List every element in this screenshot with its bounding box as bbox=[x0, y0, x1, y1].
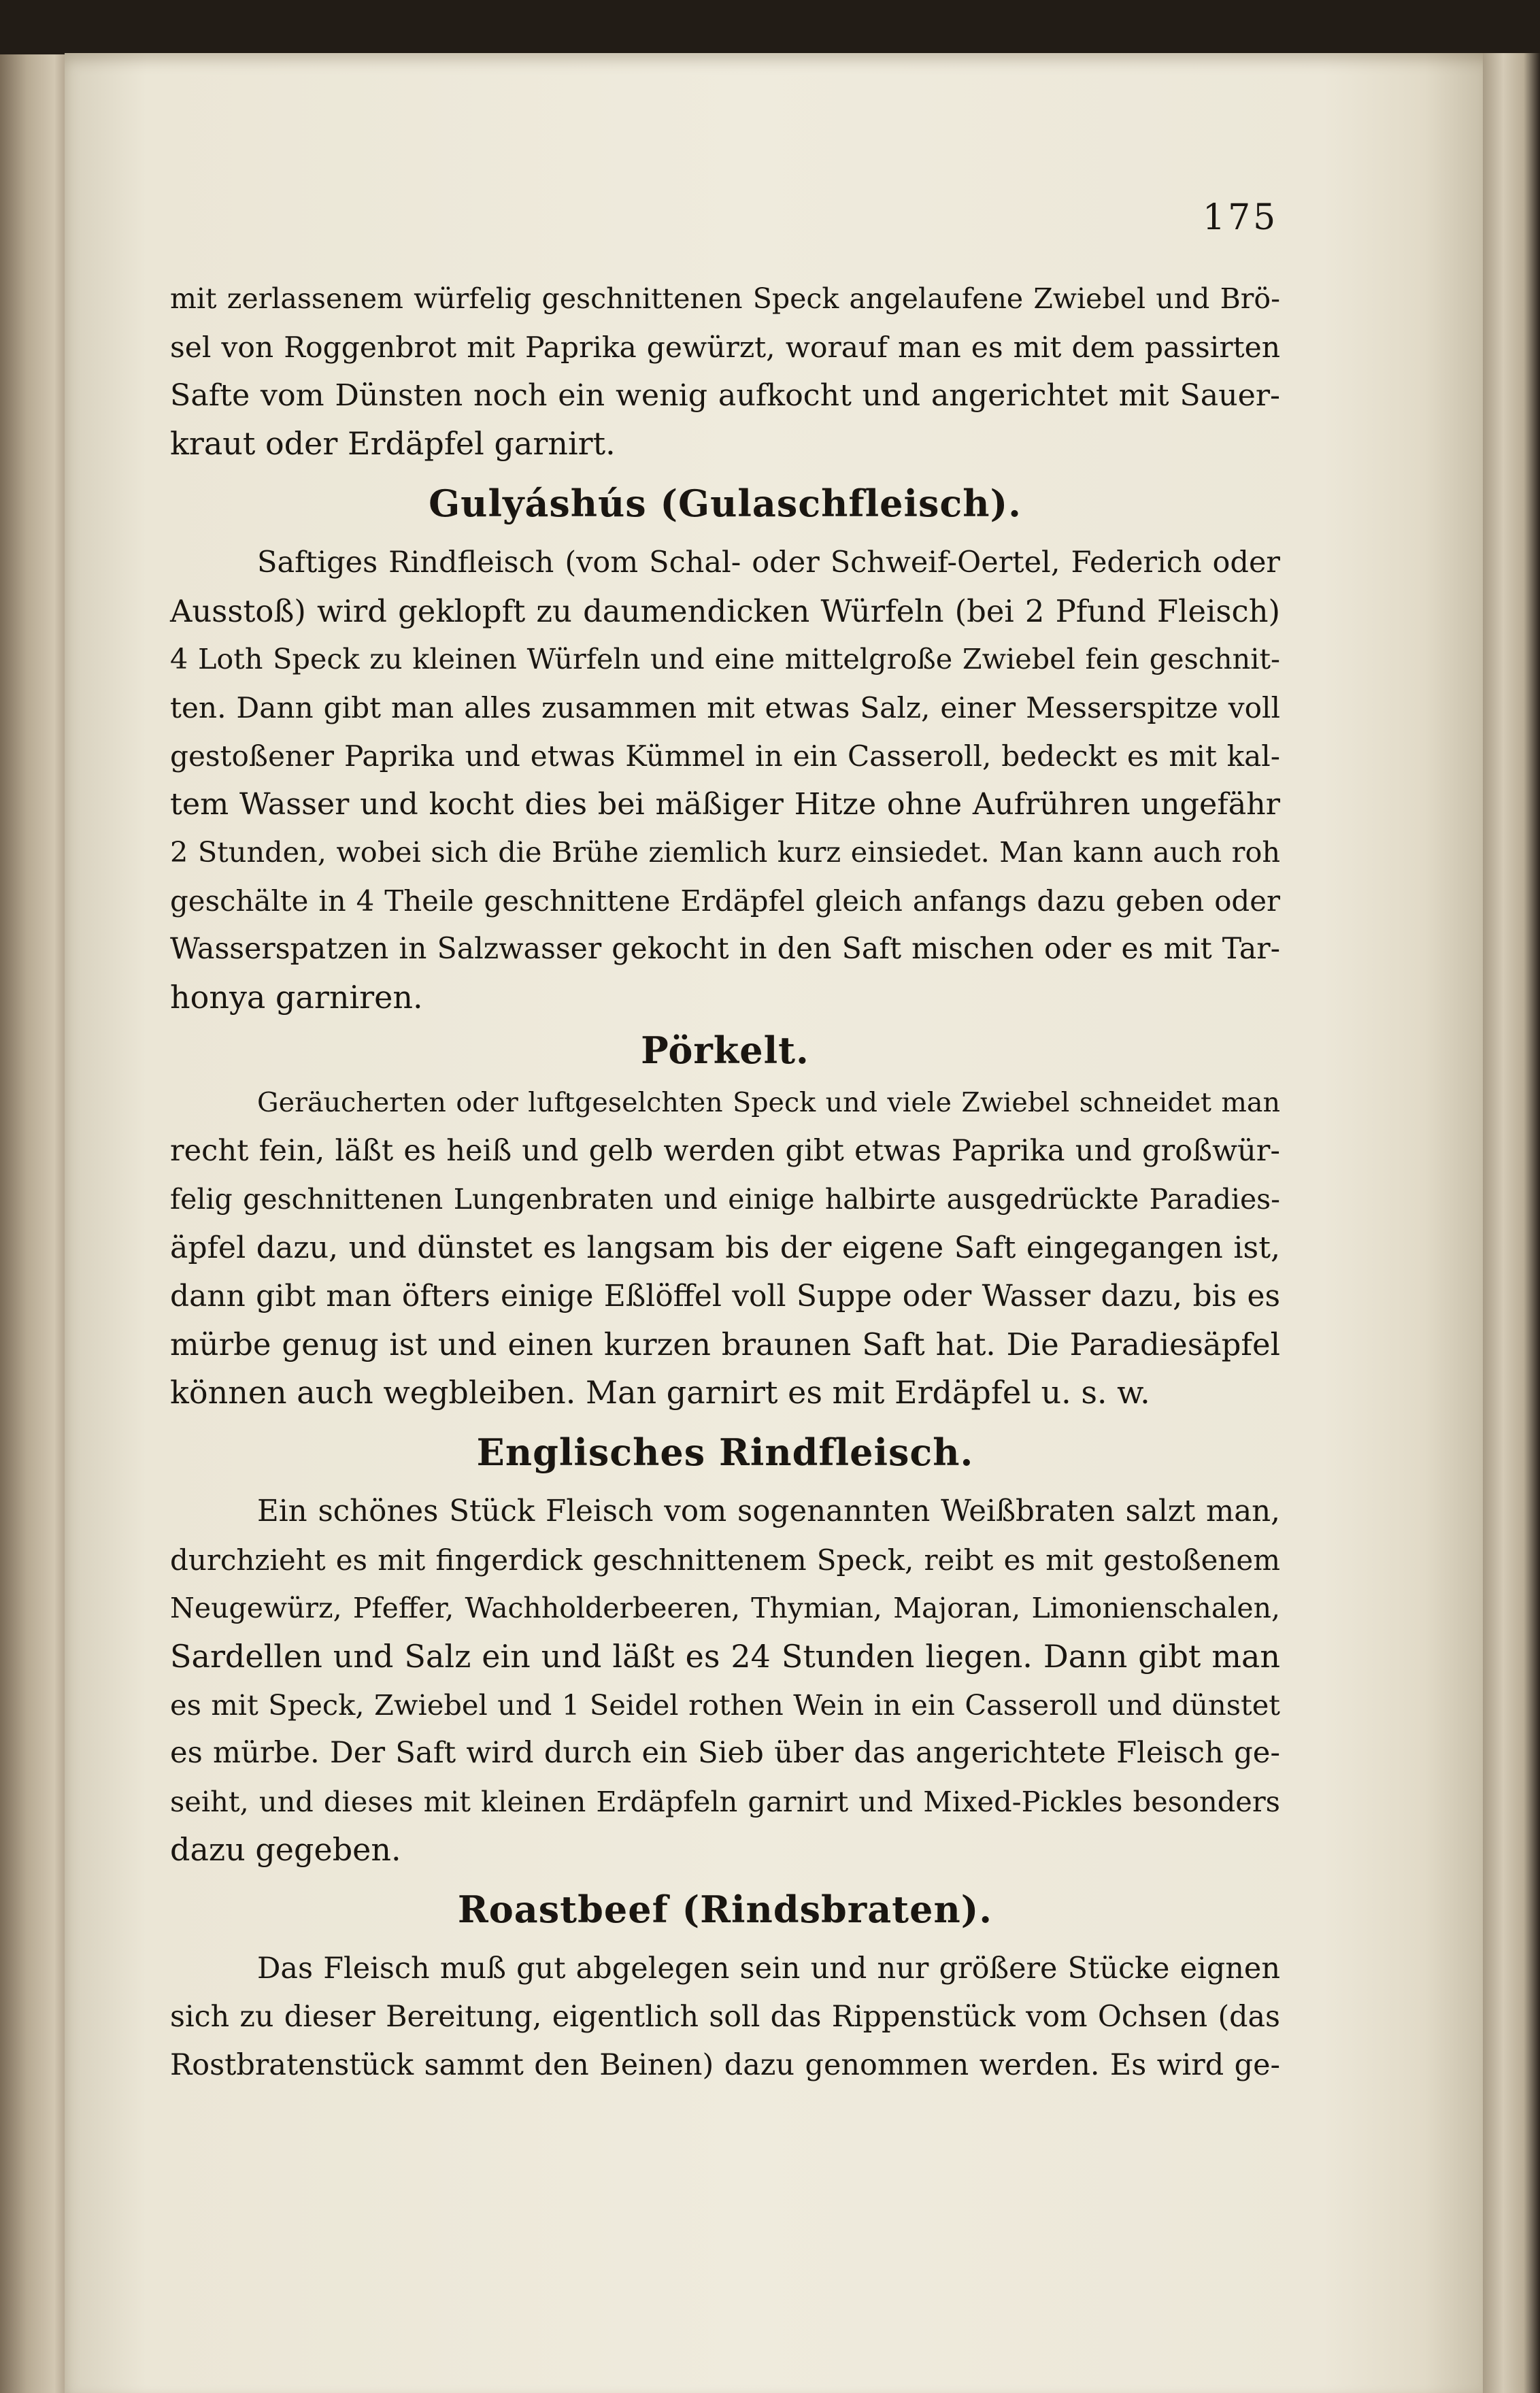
text-line: Ein schönes Stück Fleisch vom sogenannten Weißbraten salzt man, bbox=[257, 1494, 1280, 1528]
recipe-heading-porkelt: Pörkelt. bbox=[641, 1028, 809, 1072]
recipe-heading-gulyashus: Gulyáshús (Gulaschfleisch). bbox=[429, 482, 1022, 525]
text-line: mit zerlassenem würfelig geschnittenen Speck angelaufene Zwiebel und Brö- bbox=[170, 282, 1280, 315]
text-line: Neugewürz, Pfeffer, Wachholderbeeren, Thymian, Majoran, Limonienschalen, bbox=[170, 1592, 1280, 1624]
page-number: 175 bbox=[1203, 197, 1279, 238]
text-line: dann gibt man öfters einige Eßlöffel voll Suppe oder Wasser dazu, bis es bbox=[170, 1279, 1280, 1313]
page-stack-edge bbox=[1483, 53, 1540, 2393]
text-line: sel von Roggenbrot mit Paprika gewürzt, worauf man es mit dem passirten bbox=[170, 331, 1280, 364]
text-line: Saftiges Rindfleisch (vom Schal- oder Schweif-Oertel, Federich oder bbox=[257, 546, 1280, 580]
facing-page-edge bbox=[0, 54, 75, 2393]
text-line: Sardellen und Salz ein und läßt es 24 Stunden liegen. Dann gibt man bbox=[170, 1638, 1280, 1675]
text-line: ten. Dann gibt man alles zusammen mit etwas Salz, einer Messerspitze voll bbox=[170, 691, 1280, 724]
text-line: honya garniren. bbox=[170, 979, 423, 1016]
text-line: Das Fleisch muß gut abgelegen sein und nur größere Stücke eignen bbox=[257, 1952, 1280, 1986]
text-line: geschälte in 4 Theile geschnittene Erdäpfel gleich anfangs dazu geben oder bbox=[170, 884, 1280, 918]
text-line: Ausstoß) wird geklopft zu daumendicken Würfeln (bei 2 Pfund Fleisch) bbox=[170, 593, 1280, 629]
text-line: Safte vom Dünsten noch ein wenig aufkocht und angerichtet mit Sauer- bbox=[170, 378, 1280, 413]
text-line: tem Wasser und kocht dies bei mäßiger Hitze ohne Aufrühren ungefähr bbox=[170, 787, 1280, 822]
recipe-heading-roastbeef: Roastbeef (Rindsbraten). bbox=[457, 1888, 993, 1931]
text-line: 4 Loth Speck zu kleinen Würfeln und eine mittelgroße Zwiebel fein geschnit- bbox=[170, 643, 1280, 675]
text-line: dazu gegeben. bbox=[170, 1831, 401, 1868]
recipe-heading-englisches-rindfleisch: Englisches Rindfleisch. bbox=[476, 1430, 974, 1474]
text-line: äpfel dazu, und dünstet es langsam bis der eigene Saft eingegangen ist, bbox=[170, 1231, 1280, 1265]
text-line: Geräucherten oder luftgeselchten Speck und viele Zwiebel schneidet man bbox=[257, 1087, 1280, 1118]
text-line: gestoßener Paprika und etwas Kümmel in ein Casseroll, bedeckt es mit kal- bbox=[170, 739, 1280, 773]
text-line: können auch wegbleiben. Man garnirt es mit Erdäpfel u. s. w. bbox=[170, 1374, 1150, 1411]
text-line: durchzieht es mit fingerdick geschnittenem Speck, reibt es mit gestoßenem bbox=[170, 1543, 1280, 1577]
text-line: Rostbratenstück sammt den Beinen) dazu genommen werden. Es wird ge- bbox=[170, 2048, 1280, 2082]
text-line: es mit Speck, Zwiebel und 1 Seidel rothen Wein in ein Casseroll und dünstet bbox=[170, 1688, 1280, 1722]
text-line: sich zu dieser Bereitung, eigentlich soll das Rippenstück vom Ochsen (das bbox=[170, 2000, 1280, 2034]
text-line: 2 Stunden, wobei sich die Brühe ziemlich kurz einsiedet. Man kann auch roh bbox=[170, 836, 1280, 869]
text-line: kraut oder Erdäpfel garnirt. bbox=[170, 425, 616, 462]
text-line: mürbe genug ist und einen kurzen braunen Saft hat. Die Paradiesäpfel bbox=[170, 1326, 1280, 1362]
text-line: Wasserspatzen in Salzwasser gekocht in den Saft mischen oder es mit Tar- bbox=[170, 932, 1280, 966]
text-line: es mürbe. Der Saft wird durch ein Sieb über das angerichtete Fleisch ge- bbox=[170, 1736, 1280, 1770]
text-line: seiht, und dieses mit kleinen Erdäpfeln garnirt und Mixed-Pickles besonders bbox=[170, 1785, 1280, 1818]
text-line: felig geschnittenen Lungenbraten und einige halbirte ausgedrückte Paradies- bbox=[170, 1183, 1280, 1216]
text-line: recht fein, läßt es heiß und gelb werden gibt etwas Paprika und großwür- bbox=[170, 1134, 1280, 1168]
page-text bbox=[170, 275, 1280, 2090]
